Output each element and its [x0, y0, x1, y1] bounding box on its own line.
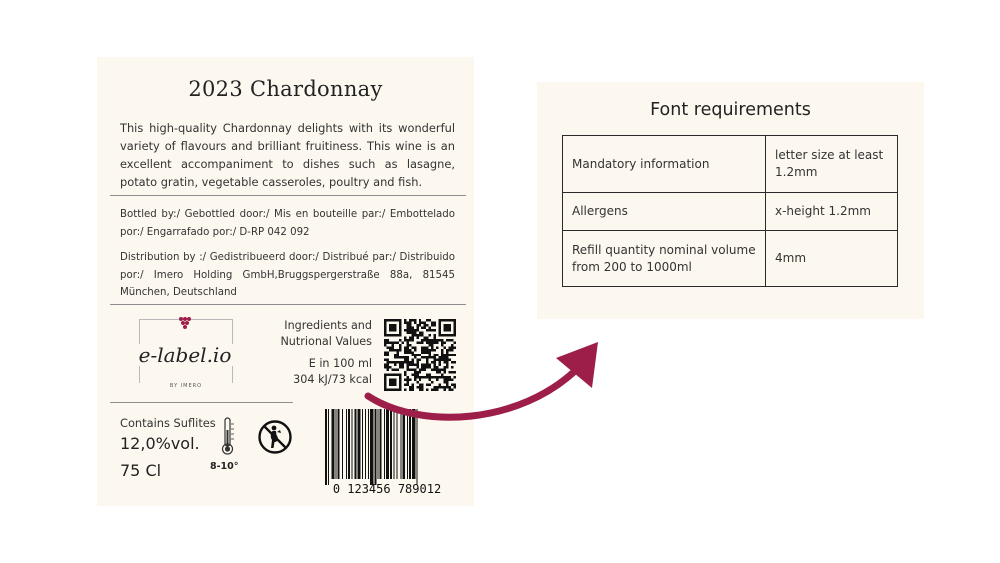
bottle-volume: 75 Cl	[120, 461, 162, 480]
table-cell-item: Refill quantity nominal volume from 200 to 1000ml	[563, 231, 766, 287]
barcode-bar	[328, 409, 329, 485]
table-row	[563, 231, 898, 287]
thermometer-icon	[217, 416, 237, 458]
font-requirements-panel	[537, 82, 924, 319]
wine-description: This high-quality Chardonnay delights with its wonderful variety of flavours and brilliant fruitiness. This wine is an excellent accompaniment to dishes such as lasagne, potato gratin, vegetable casseroles, poultry and fish.	[120, 121, 455, 189]
divider	[110, 304, 466, 305]
energy-line: 304 kJ/73 kcal	[293, 373, 372, 386]
table-row	[563, 136, 898, 193]
curved-arrow-icon	[360, 330, 610, 440]
table-row	[563, 193, 898, 231]
table-cell-requirement: letter size at least 1.2mm	[766, 136, 898, 193]
serving-temperature: 8-10°	[210, 461, 239, 472]
wine-title: 2023 Chardonnay	[188, 77, 383, 101]
ingredients-line: Nutrional Values	[280, 335, 372, 348]
font-requirements-title: Font requirements	[650, 100, 811, 120]
divider	[110, 195, 466, 196]
logo-subtext: BY IMERO	[139, 383, 233, 389]
barcode-bar	[342, 409, 343, 479]
energy-line: E in 100 ml	[308, 357, 372, 370]
table-cell-item: Allergens	[563, 193, 766, 231]
ingredients-line: Ingredients and	[284, 319, 372, 332]
table-cell-item: Mandatory information	[563, 136, 766, 193]
barcode-bar	[348, 409, 350, 479]
alcohol-content: 12,0%vol.	[120, 434, 200, 453]
ingredients-label	[267, 318, 372, 350]
logo-text: e-label.io	[135, 344, 235, 366]
barcode-bar	[336, 409, 337, 479]
divider	[110, 402, 293, 403]
distribution-text: Distribution by :/ Gedistribueerd door:/ Distribué par:/ Distribuido por:/ Imero Holding GmbH,Bruggspergerstraße 88a, 81545 München, Deutschland	[120, 252, 455, 298]
table-cell-requirement: 4mm	[766, 231, 898, 287]
barcode-bar	[331, 409, 334, 479]
no-pregnant-drinking-icon	[257, 419, 293, 455]
barcode-bar	[351, 409, 352, 479]
table-cell-requirement: x-height 1.2mm	[766, 193, 898, 231]
barcode-bar	[346, 409, 347, 479]
barcode-number: 0 123456 789012	[332, 482, 442, 495]
barcode-bar	[354, 409, 356, 479]
bottled-by-text: Bottled by:/ Gebottled door:/ Mis en bouteille par:/ Embottelado por:/ Engarrafado por:/ D-RP 042 092	[120, 209, 455, 238]
grape-icon	[177, 315, 193, 331]
barcode-bar	[338, 409, 340, 479]
barcode-bar	[325, 409, 327, 485]
energy-label	[267, 356, 372, 388]
contains-sulfites: Contains Suflites	[120, 416, 216, 430]
font-requirements-table	[562, 135, 898, 287]
